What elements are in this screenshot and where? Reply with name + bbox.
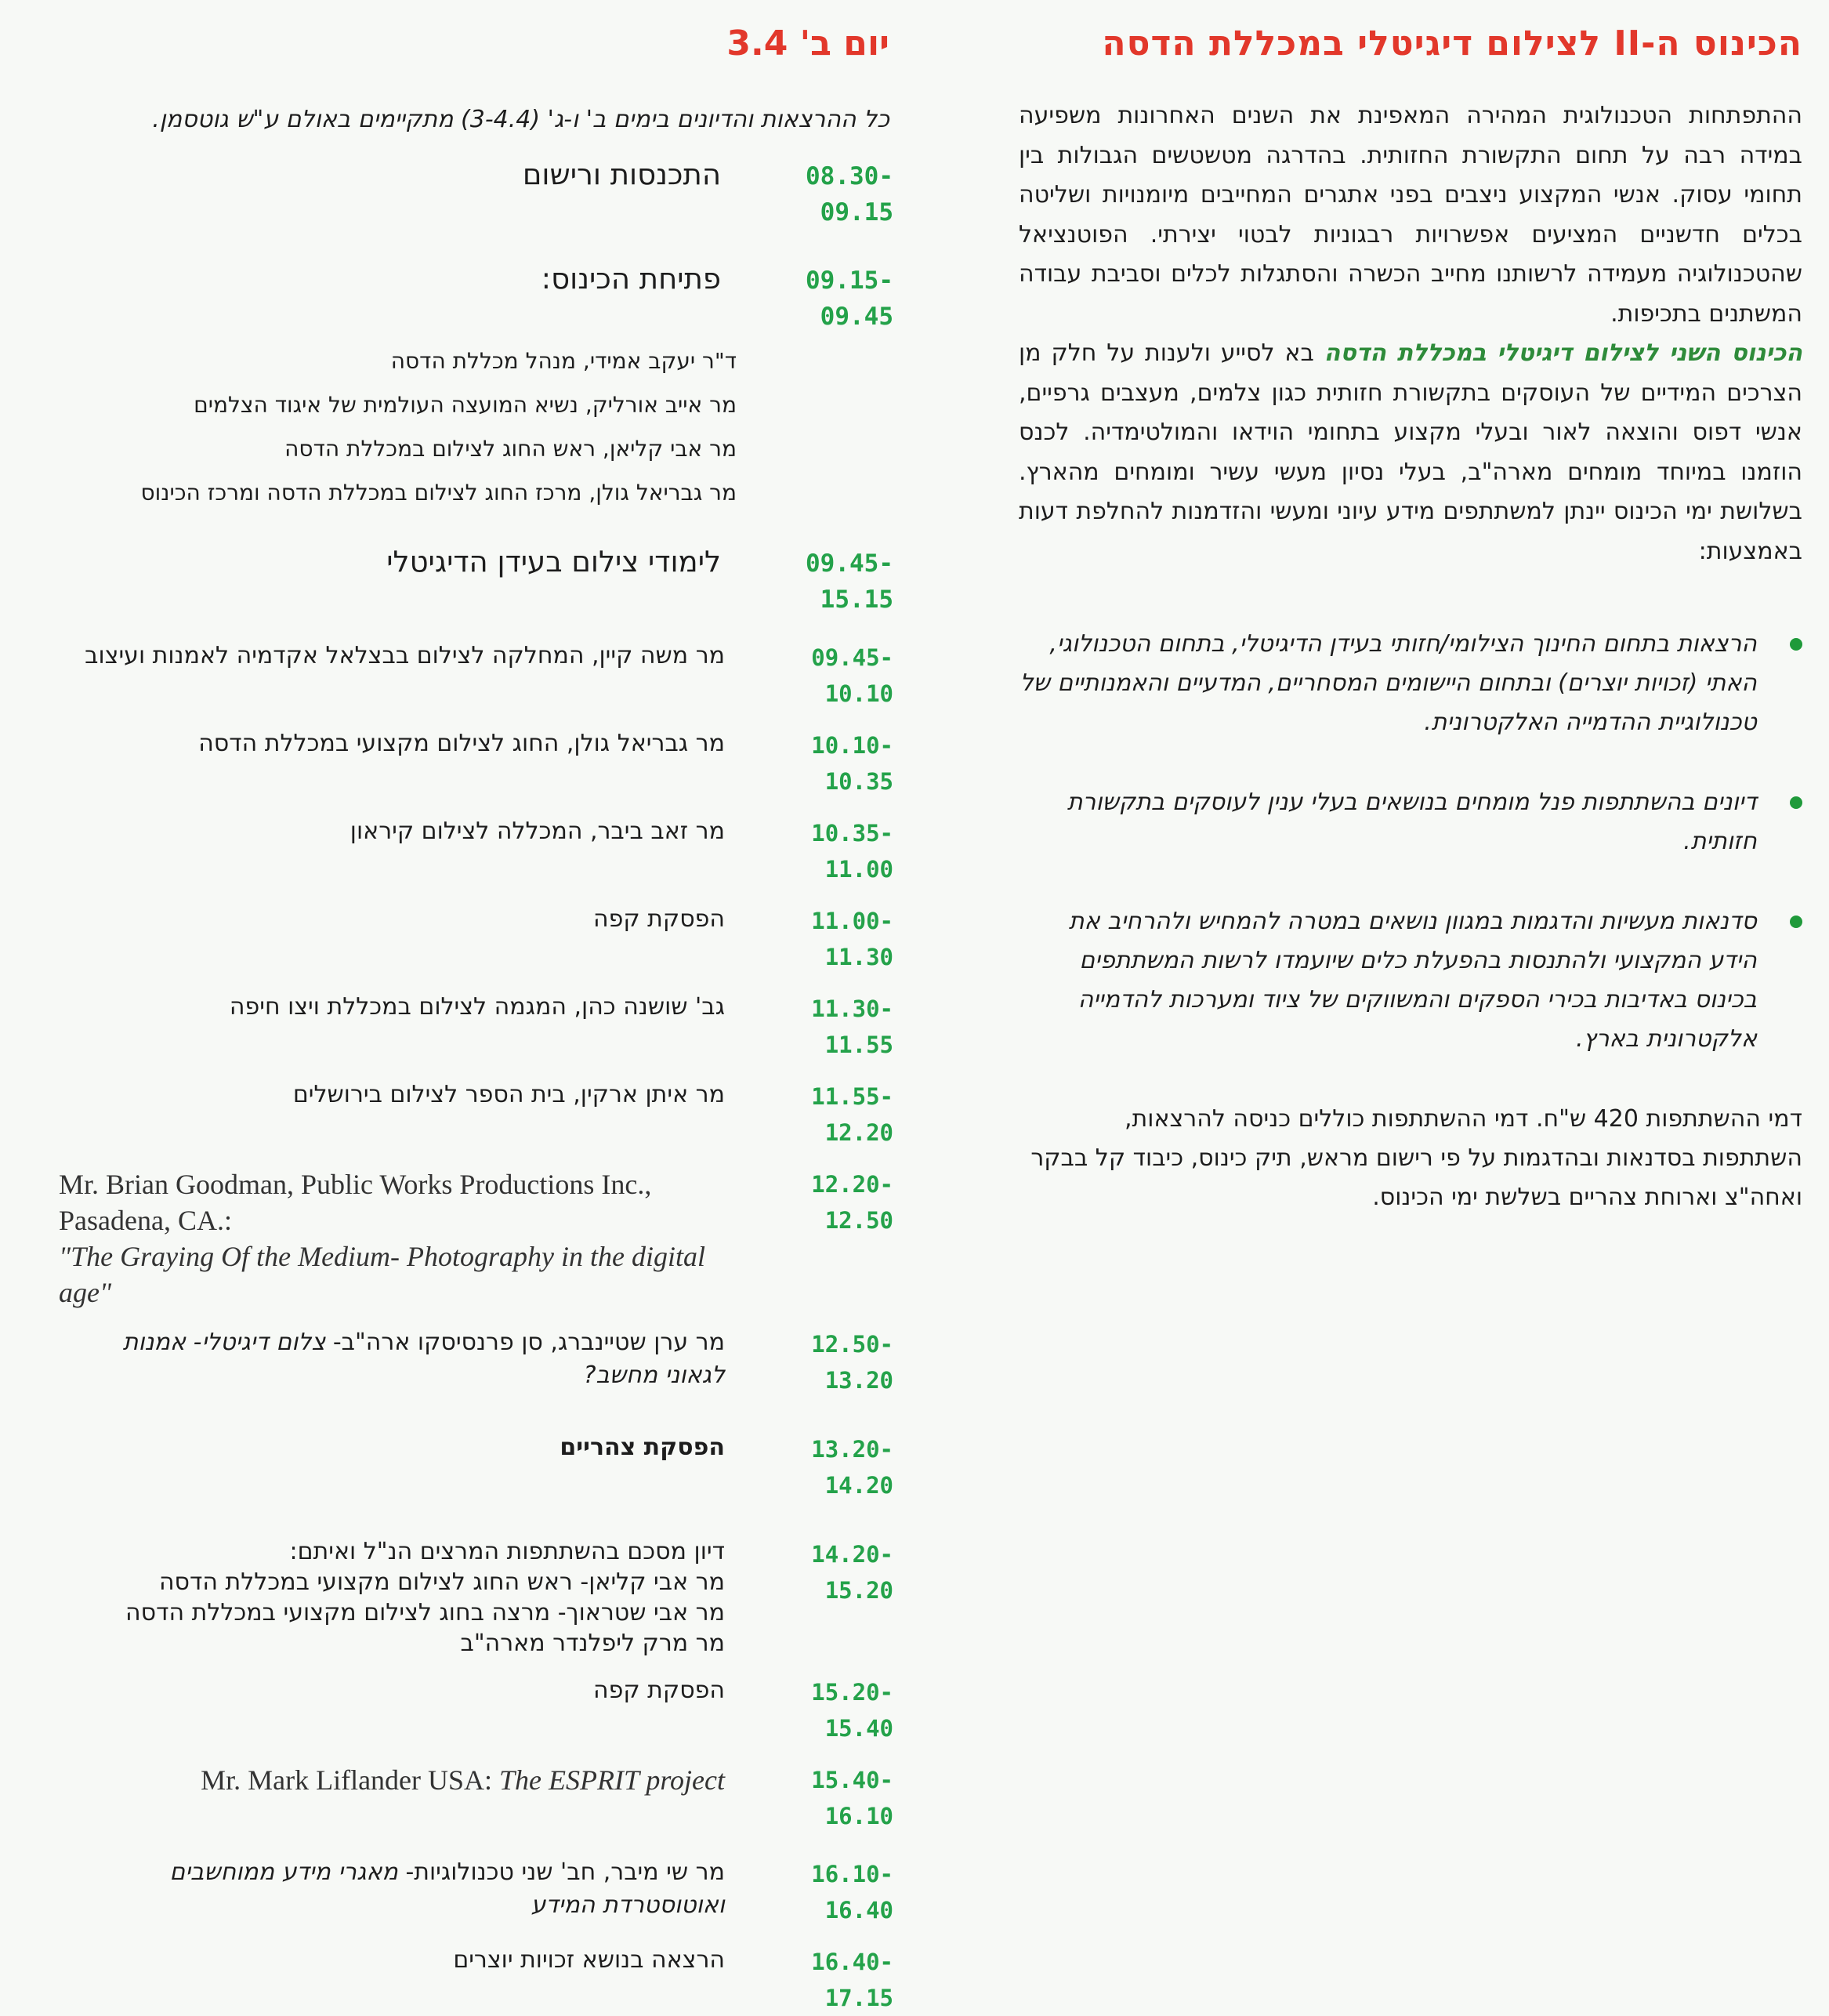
schedule-row <box>55 640 893 712</box>
schedule-row <box>55 727 893 800</box>
studies-row <box>55 545 893 618</box>
schedule-row <box>55 1431 893 1503</box>
speaker-line: מר אבי קליאן, ראש החוג לצילום במכללת הדסה <box>284 436 737 462</box>
session-title: התכנסות ורישום <box>522 158 721 191</box>
session-desc: גב' שושנה כהן, המגמה לצילום במכללת ויצו חיפה <box>229 993 725 1021</box>
time-slot: 09.45-10.10 <box>811 644 893 707</box>
schedule-row <box>55 1536 893 1659</box>
session-title: פתיחת הכינוס: <box>541 262 721 296</box>
time-slot: 09.45-15.15 <box>806 549 893 614</box>
schedule-row <box>55 1166 893 1311</box>
schedule-row <box>55 991 893 1063</box>
session-desc: מר משה קיין, המחלקה לצילום בבצלאל אקדמיה לאמנות ועיצוב <box>85 642 725 669</box>
lecture-title: מאגרי מידע ממוחשבים ואוטוסטרדת המידע <box>169 1858 725 1919</box>
session-desc: הפסקת קפה <box>593 905 725 933</box>
session-desc: הרצאה בנושא זכויות יוצרים <box>453 1946 725 1974</box>
day-title: יום ב' 3.4 <box>726 24 889 63</box>
time-slot: 16.40-17.15 <box>811 1949 893 2011</box>
session-desc: מר שי מיבר, חב' שני טכנולוגיות- מאגרי מידע ממוחשבים ואוטוסטרדת המידע <box>169 1858 725 1919</box>
time-slot: 15.20-15.40 <box>811 1679 893 1742</box>
session-desc: דיון מסכם בהשתתפות המרצים הנ"ל ואיתם: מר אבי קליאן- ראש החוג לצילום מקצועי במכללת הדסה מר אבי שטראוך- מרצה בחוג לצילום מקצועי במכללת הדסה מר מרק ליפלנדר מארה"ב <box>125 1538 725 1657</box>
activities-list <box>1019 625 1802 1059</box>
bullet-dot-icon <box>1790 796 1802 809</box>
session-desc: מר איתן ארקין, בית הספר לצילום בירושלים <box>292 1081 725 1108</box>
time-slot: 13.20-14.20 <box>811 1436 893 1499</box>
schedule-row <box>55 1762 893 1834</box>
participation-fee: דמי ההשתתפות 420 ש"ח. דמי ההשתתפות כוללים כניסה להרצאות, השתתפות בסדנאות ובהדגמות על פי רישום מראש, תיק כינוס, כיבוד קל בבקר ואחה"צ וארוחת צהריים בשלשת ימי הכינוס. <box>1030 1105 1802 1211</box>
session-desc: מר זאב ביבר, המכללה לצילום קיראון <box>350 818 725 845</box>
speaker-line: ד"ר יעקב אמידי, מנהל מכללת הדסה <box>390 348 737 374</box>
schedule-row <box>55 903 893 975</box>
session-desc: מר גבריאל גולן, החוג לצילום מקצועי במכללת הדסה <box>198 730 725 757</box>
session-desc-english: Mr. Mark Liflander USA: The ESPRIT project <box>201 1764 725 1796</box>
list-item: סדנאות מעשיות והדגמות במגוון נושאים במטרה להמחיש ולהרחיב את הידע המקצועי ולהתנסות בהפעלת כלים שיועמדו לרשות המשתתפים בכינוס באדיבות בכירי הספקים והמשווקים של ציוד ומערכות להדמייה אלקטרונית בארץ. <box>1019 902 1802 1059</box>
intro-emphasis: הכינוס השני לצילום דיגיטלי במכללת הדסה <box>1324 339 1802 367</box>
venue-note: כל ההרצאות והדיונים בימים ב' ו-ג' (3-4.4) מתקיימים באולם ע"ש גוטסמן. <box>152 106 889 133</box>
registration-row <box>55 158 893 230</box>
speaker-line: מר גבריאל גולן, מרכז החוג לצילום במכללת הדסה ומרכז הכינוס <box>140 480 737 506</box>
schedule-column <box>55 24 893 2016</box>
opening-row <box>55 262 893 335</box>
time-slot: 12.20-12.50 <box>811 1171 893 1234</box>
time-slot: 16.10-16.40 <box>811 1861 893 1924</box>
time-slot: 15.40-16.10 <box>811 1767 893 1829</box>
list-item: הרצאות בתחום החינוך הצילומי/חזותי בעידן הדיגיטלי, בתחום הטכנולוגי, האתי (זכויות יוצרים) ובתחום היישומים המסחריים, המדעיים והאמנותיים של טכנולוגיית ההדמייה האלקטרונית. <box>1019 625 1802 742</box>
lecture-title: The ESPRIT project <box>499 1764 725 1796</box>
time-slot: 11.55-12.20 <box>811 1083 893 1146</box>
speaker-line: מר אייב אורליק, נשיא המועצה העולמית של איגוד הצלמים <box>194 392 737 418</box>
time-slot: 12.50-13.20 <box>811 1331 893 1394</box>
bullet-dot-icon <box>1790 916 1802 928</box>
schedule-row <box>55 1326 893 1398</box>
intro-paragraph-2-text: בא לסייע ולענות על חלק מן הצרכים המידיים של העוסקים בתקשורת חזותית כגון צלמים, מעצבים גרפיים, אנשי דפוס והוצאה לאור ובעלי מקצוע בתחומי הוידאו והמולטימדיה. לכנס הוזמנו במיוחד מומחים מארה"ב, בעלי נסיון מעשי עשיר ומומחים מהארץ. בשלושת ימי הכינוס יינתן למשתתפים מידע עיוני ומעשי והזדמנות להחלפת דעות באמצעות: <box>1019 339 1802 565</box>
schedule-row <box>55 1944 893 2016</box>
intro-paragraph-1: ההתפתחות הטכנולוגית המהירה המאפינת את השנים האחרונות משפיעה במידה רבה על תחום התקשורת החזותית. בהדרגה מטשטשים הגבולות בין תחומי עסוק. אנשי המקצוע ניצבים בפני אתגרים המחייבים מיומנויות ושליטה בכלים חדשניים המציעים אפשרויות רבגוניות לבטוי יצירתי. הפוטנציאל שהטכנולוגיה מעמידה לרשותנו מחייב הכשרה והסתגלות לכלים וסביבת עבודה המשתנים בתכיפות. <box>1019 102 1802 328</box>
schedule-row <box>55 815 893 887</box>
lecture-title: צלום דיגיטלי- אמנות לגאוני מחשב? <box>122 1329 725 1389</box>
intro-column <box>1019 24 1802 1217</box>
time-slot: 11.00-11.30 <box>811 908 893 970</box>
session-desc: מר ערן שטיינברג, סן פרנסיסקו ארה"ב- צלום דיגיטלי- אמנות לגאוני מחשב? <box>122 1329 725 1389</box>
session-desc: הפסקת צהריים <box>560 1434 725 1461</box>
time-slot: 11.30-11.55 <box>811 995 893 1058</box>
schedule-row <box>55 1674 893 1746</box>
schedule-row <box>55 1079 893 1151</box>
opening-speakers <box>55 339 737 515</box>
time-slot: 10.10-10.35 <box>811 732 893 795</box>
lecture-title: "The Graying Of the Medium- Photography in the digital age" <box>59 1241 706 1308</box>
speaker-line: Mr. Brian Goodman, Public Works Productions Inc., Pasadena, CA.: <box>59 1169 652 1236</box>
time-slot: 09.15-09.45 <box>806 267 893 331</box>
session-desc: הפסקת קפה <box>593 1677 725 1704</box>
session-title: לימודי צילום בעידן הדיגיטלי <box>386 545 721 578</box>
time-slot: 08.30-09.15 <box>806 162 893 227</box>
bullet-dot-icon <box>1790 638 1802 651</box>
conference-title: הכינוס ה-II לצילום דיגיטלי במכללת הדסה <box>1102 24 1802 63</box>
time-slot: 14.20-15.20 <box>811 1541 893 1604</box>
list-item: דיונים בהשתתפות פנל מומחים בנושאים בעלי ענין לעוסקים בתקשורת חזותית. <box>1019 783 1802 861</box>
time-slot: 10.35-11.00 <box>811 820 893 883</box>
session-desc-english <box>59 1166 725 1311</box>
intro-paragraph-2 <box>1019 334 1802 571</box>
